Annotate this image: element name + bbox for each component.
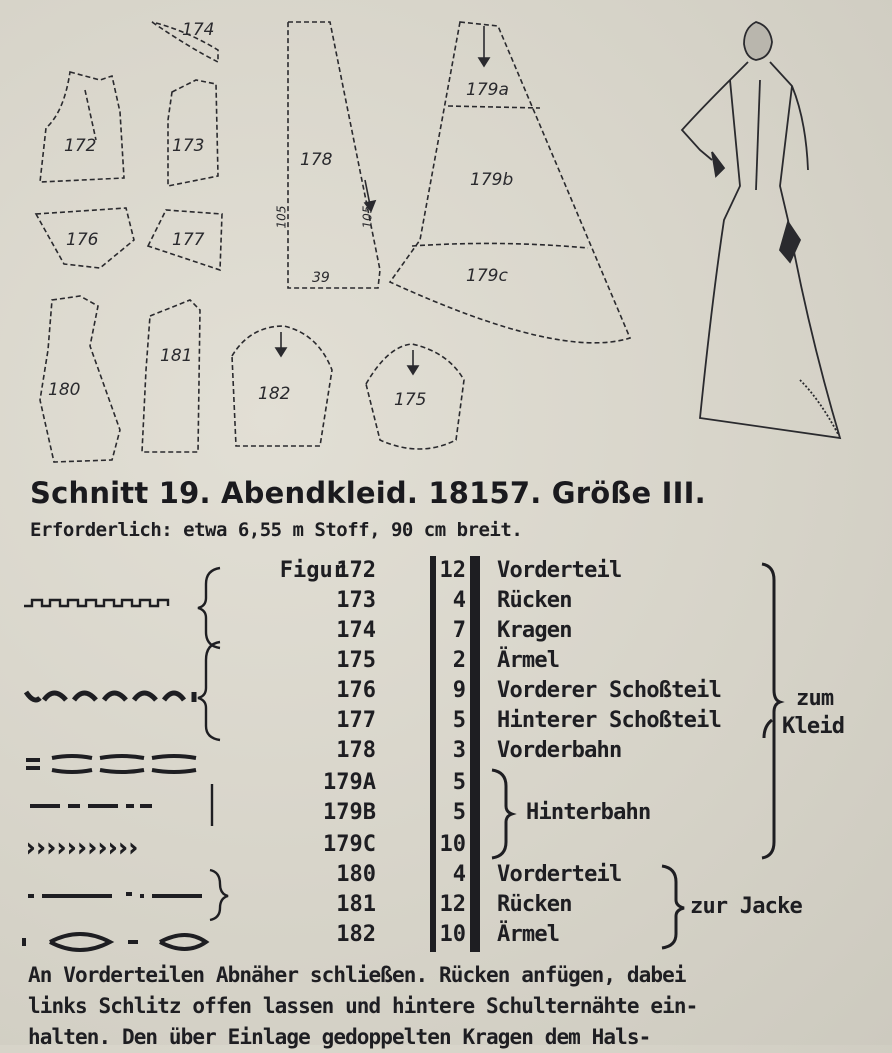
label-180: 180 (48, 380, 81, 400)
label-182: 182 (258, 384, 291, 404)
quantity: 4 (452, 588, 466, 613)
figure-prefix: Figur (279, 558, 346, 583)
table-row (0, 678, 892, 708)
page-title: Schnitt 19. Abendkleid. 18157. Größe III. (30, 476, 706, 510)
quantity: 9 (452, 678, 466, 703)
line-style-5: ››››››››››› (24, 836, 137, 861)
quantity: 3 (452, 738, 466, 763)
table-row (0, 558, 892, 588)
label-177: 177 (172, 230, 205, 250)
quantity: 2 (452, 648, 466, 673)
group-kleid-line2: Kleid (782, 714, 845, 739)
part-name: Vorderbahn (497, 738, 622, 763)
quantity: 5 (452, 800, 466, 825)
label-181: 181 (160, 346, 193, 366)
instructions-paragraph (28, 960, 878, 1053)
table-row (0, 618, 892, 648)
part-name: Rücken (497, 588, 572, 613)
figure-number: 172 (336, 558, 376, 583)
part-name: Kragen (497, 618, 572, 643)
label-179c: 179c (466, 266, 508, 286)
quantity: 5 (452, 708, 466, 733)
quantity: 5 (452, 770, 466, 795)
part-name: Ärmel (497, 922, 560, 947)
measure-39: 39 (312, 270, 330, 286)
figure-number: 175 (336, 648, 376, 673)
label-172: 172 (64, 136, 97, 156)
label-179b: 179b (470, 170, 514, 190)
figure-number: 178 (336, 738, 376, 763)
measure-105-right: 105 (360, 205, 375, 229)
paragraph-line: halten. Den über Einlage gedoppelten Kragen dem Hals- (28, 1025, 651, 1049)
figure-number: 176 (336, 678, 376, 703)
figure-number: 180 (336, 862, 376, 887)
quantity: 4 (452, 862, 466, 887)
table-row (0, 862, 892, 892)
table-row (0, 708, 892, 738)
label-175: 175 (394, 390, 427, 410)
figure-number: 174 (336, 618, 376, 643)
paragraph-line: An Vorderteilen Abnäher schließen. Rücken anfügen, dabei (28, 963, 686, 987)
figure-number: 179C (323, 832, 376, 857)
table-row (0, 738, 892, 768)
measure-105-left: 105 (274, 205, 289, 229)
label-173: 173 (172, 136, 205, 156)
table-row (0, 770, 892, 800)
fabric-requirement: Erforderlich: etwa 6,55 m Stoff, 90 cm breit. (30, 519, 523, 541)
label-179a: 179a (466, 80, 509, 100)
label-174: 174 (182, 20, 215, 40)
part-name: Ärmel (497, 648, 560, 673)
part-name: Vorderteil (497, 862, 622, 887)
group-jacke: zur Jacke (690, 894, 803, 919)
part-name: Vorderer Schoßteil (497, 678, 722, 703)
group-hinterbahn: Hinterbahn (526, 800, 651, 825)
quantity: 10 (439, 832, 466, 857)
table-row (0, 922, 892, 952)
table-row (0, 832, 892, 862)
figure-number: 173 (336, 588, 376, 613)
table-row (0, 588, 892, 618)
figure-number: 179B (323, 800, 376, 825)
figure-number: 181 (336, 892, 376, 917)
quantity: 7 (452, 618, 466, 643)
figure-number: 179A (323, 770, 376, 795)
quantity: 10 (439, 922, 466, 947)
label-178: 178 (300, 150, 333, 170)
part-name: Vorderteil (497, 558, 622, 583)
part-name: Rücken (497, 892, 572, 917)
quantity: 12 (439, 558, 466, 583)
paragraph-line: links Schlitz offen lassen und hintere Schulternähte ein- (28, 994, 698, 1018)
group-kleid-line1: zum (796, 686, 834, 711)
part-name: Hinterer Schoßteil (497, 708, 722, 733)
figure-number: 182 (336, 922, 376, 947)
table-row (0, 648, 892, 678)
table-row (0, 800, 892, 830)
quantity: 12 (439, 892, 466, 917)
figure-number: 177 (336, 708, 376, 733)
label-176: 176 (66, 230, 99, 250)
